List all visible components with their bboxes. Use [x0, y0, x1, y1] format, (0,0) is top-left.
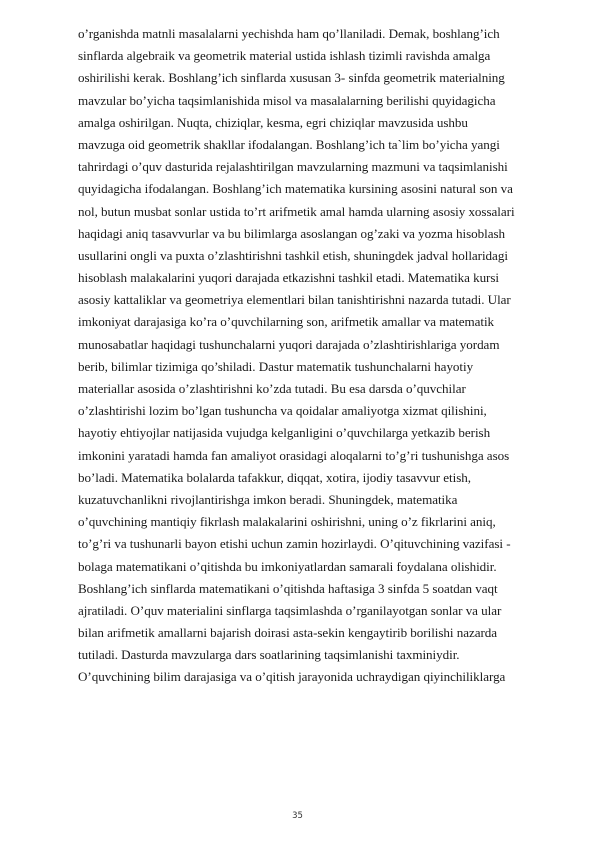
text-line: nol, butun musbat sonlar ustida to’rt arifmetik amal hamda ularning asosiy xossalari: [78, 203, 515, 219]
text-line: ajratiladi. O’quv materialini sinflarga taqsimlashda o’rganilayotgan sonlar va ular: [78, 602, 502, 618]
text-line: mavzuga oid geometrik shakllar ifodalangan. Boshlang’ich ta`lim bo’yicha yangi: [78, 136, 500, 152]
text-line: bilan arifmetik amallarni bajarish doirasi asta-sekin kengaytirib borilishi nazarda: [78, 625, 498, 641]
text-line: hisoblash malakalarini yuqori darajada etkazishni tashkil etadi. Matematika kursi: [78, 270, 500, 286]
text-line: o’zlashtirishi lozim bo’lgan tushuncha va qoidalar amaliyotga xizmat qilishini,: [78, 403, 487, 419]
text-line: materiallar asosida o’zlashtirishni ko’zda tutadi. Bu esa darsda o’quvchilar: [78, 381, 466, 396]
text-line: asosiy kattaliklar va geometriya elementlari bilan tanishtirishni nazarda tutadi. Ular: [78, 292, 511, 308]
body-text: [78, 23, 592, 689]
text-line: o’quvchining mantiqiy fikrlash malakalarini oshirishni, uning o’z fikrlarini aniq,: [78, 514, 496, 530]
text-line: tutiladi. Dasturda mavzularga dars soatlarining taqsimlanishi taxminiydir.: [78, 647, 460, 663]
text-line: hayotiy ehtiyojlar natijasida vujudga kelganligini o’quvchilarga yetkazib berish: [78, 425, 491, 441]
text-line: tahrirdagi o’quv dasturida rejalashtirilgan mavzularning mazmuni va taqsimlanishi: [78, 159, 508, 175]
text-line: sinflarda algebraik va geometrik material ustida ishlash tizimli ravishda amalga: [78, 48, 491, 64]
text-line: o’rganishda matnli masalalarni yechishda ham qo’llaniladi. Demak, boshlang’ich: [78, 26, 500, 41]
text-line: berib, bilimlar tizimiga qo’shiladi. Dastur matematik tushunchalarni hayotiy: [78, 358, 474, 374]
text-line: imkoniyat darajasiga ko’ra o’quvchilarning son, arifmetik amallar va matematik: [78, 314, 495, 330]
text-line: haqidagi aniq tasavvurlar va bu bilimlarga asoslangan og’zaki va yozma hisoblash: [78, 225, 506, 241]
text-line: mavzular bo’yicha taqsimlanishida misol va masalalarning berilishi quyidagicha: [78, 92, 496, 108]
text-line: bo’ladi. Matematika bolalarda tafakkur, diqqat, xotira, ijodiy tasavvur etish,: [78, 469, 471, 485]
text-line: bolaga matematikani o’qitishda bu imkoniyatlardan samarali foydalana olishidir.: [78, 558, 497, 574]
text-line: munosabatlar haqidagi tushunchalarni yuqori darajada o’zlashtirishlariga yordam: [78, 336, 500, 352]
text-line: quyidagicha ifodalangan. Boshlang’ich matematika kursining asosini natural son va: [78, 181, 513, 197]
text-line: imkonini yaratadi hamda fan amaliyot orasidagi aloqalarni to’g’ri tushunishga asos: [78, 447, 510, 463]
text-line: to’g’ri va tushunarli bayon etishi uchun zamin hozirlaydi. O’qituvchining vazifasi -: [78, 536, 511, 552]
text-line: Boshlang’ich sinflarda matematikani o’qitishda haftasiga 3 sinfda 5 soatdan vaqt: [78, 580, 498, 596]
text-line: usullarini ongli va puxta o’zlashtirishni tashkil etish, shuningdek jadval hollaridagi: [78, 247, 508, 263]
text-line: O’quvchining bilim darajasiga va o’qitish jarayonida uchraydigan qiyinchiliklarga: [78, 669, 506, 685]
page-number: 35: [292, 811, 303, 821]
text-line: oshirilishi kerak. Boshlang’ich sinflarda xususan 3- sinfda geometrik materialning: [78, 70, 505, 86]
text-line: kuzatuvchanlikni rivojlantirishga imkon beradi. Shuningdek, matematika: [78, 491, 458, 507]
text-line: amalga oshirilgan. Nuqta, chiziqlar, kesma, egri chiziqlar mavzusida ushbu: [78, 114, 468, 130]
